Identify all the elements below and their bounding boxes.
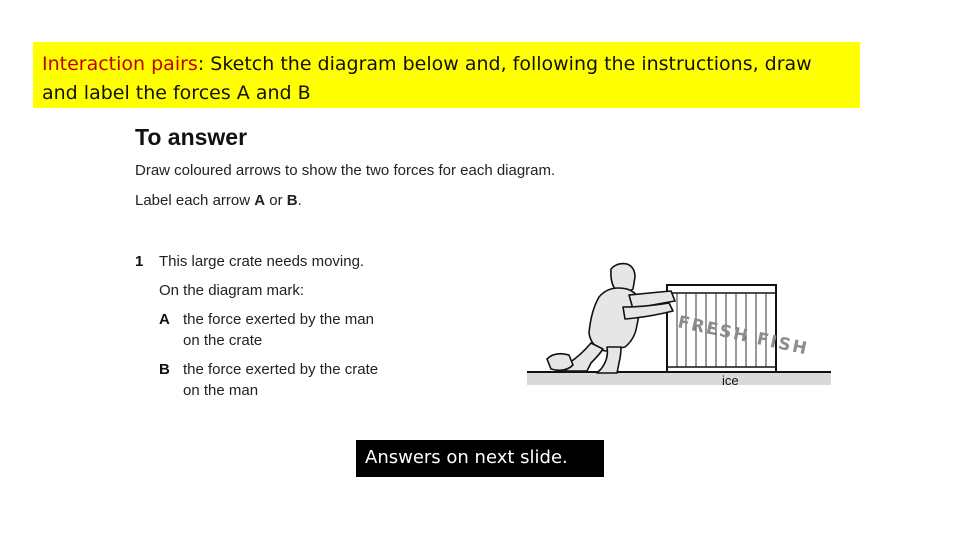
answers-note-box xyxy=(356,440,604,477)
ice-label: ice xyxy=(722,373,739,388)
crate-diagram xyxy=(525,255,835,395)
instruction-2-b: B xyxy=(286,192,298,209)
banner-colon: : xyxy=(197,53,205,75)
question-text: This large crate needs moving. xyxy=(159,253,365,270)
item-a-line2: on the crate xyxy=(183,332,263,349)
banner-line1: Sketch the diagram below and, following the instructions, draw xyxy=(204,53,812,75)
instruction-2-a: A xyxy=(254,192,266,209)
crate xyxy=(667,285,810,372)
banner-line2: and label the forces A and B xyxy=(42,82,311,104)
crate-label: FRESH FISH xyxy=(675,312,811,360)
item-b-label: B xyxy=(159,361,170,378)
man-figure xyxy=(547,264,675,373)
instruction-2-or: or xyxy=(265,192,287,209)
worksheet-heading: To answer xyxy=(135,124,248,150)
item-a-line1: the force exerted by the man xyxy=(183,311,374,328)
answers-note: Answers on next slide. xyxy=(365,447,568,468)
instruction-banner xyxy=(33,42,860,108)
instruction-2-prefix: Label each arrow xyxy=(135,192,255,209)
instruction-2-suffix: . xyxy=(297,192,302,209)
item-b-line1: the force exerted by the crate xyxy=(183,361,379,378)
question-number: 1 xyxy=(135,253,144,270)
banner-highlight: Interaction pairs xyxy=(42,53,198,75)
instruction-2 xyxy=(135,192,302,210)
ice-surface xyxy=(527,372,831,385)
item-a-label: A xyxy=(159,311,170,328)
mark-prompt: On the diagram mark: xyxy=(159,282,305,299)
item-b-line2: on the man xyxy=(183,382,259,399)
instruction-1: Draw coloured arrows to show the two forces for each diagram. xyxy=(135,162,556,179)
banner-text xyxy=(42,50,847,108)
